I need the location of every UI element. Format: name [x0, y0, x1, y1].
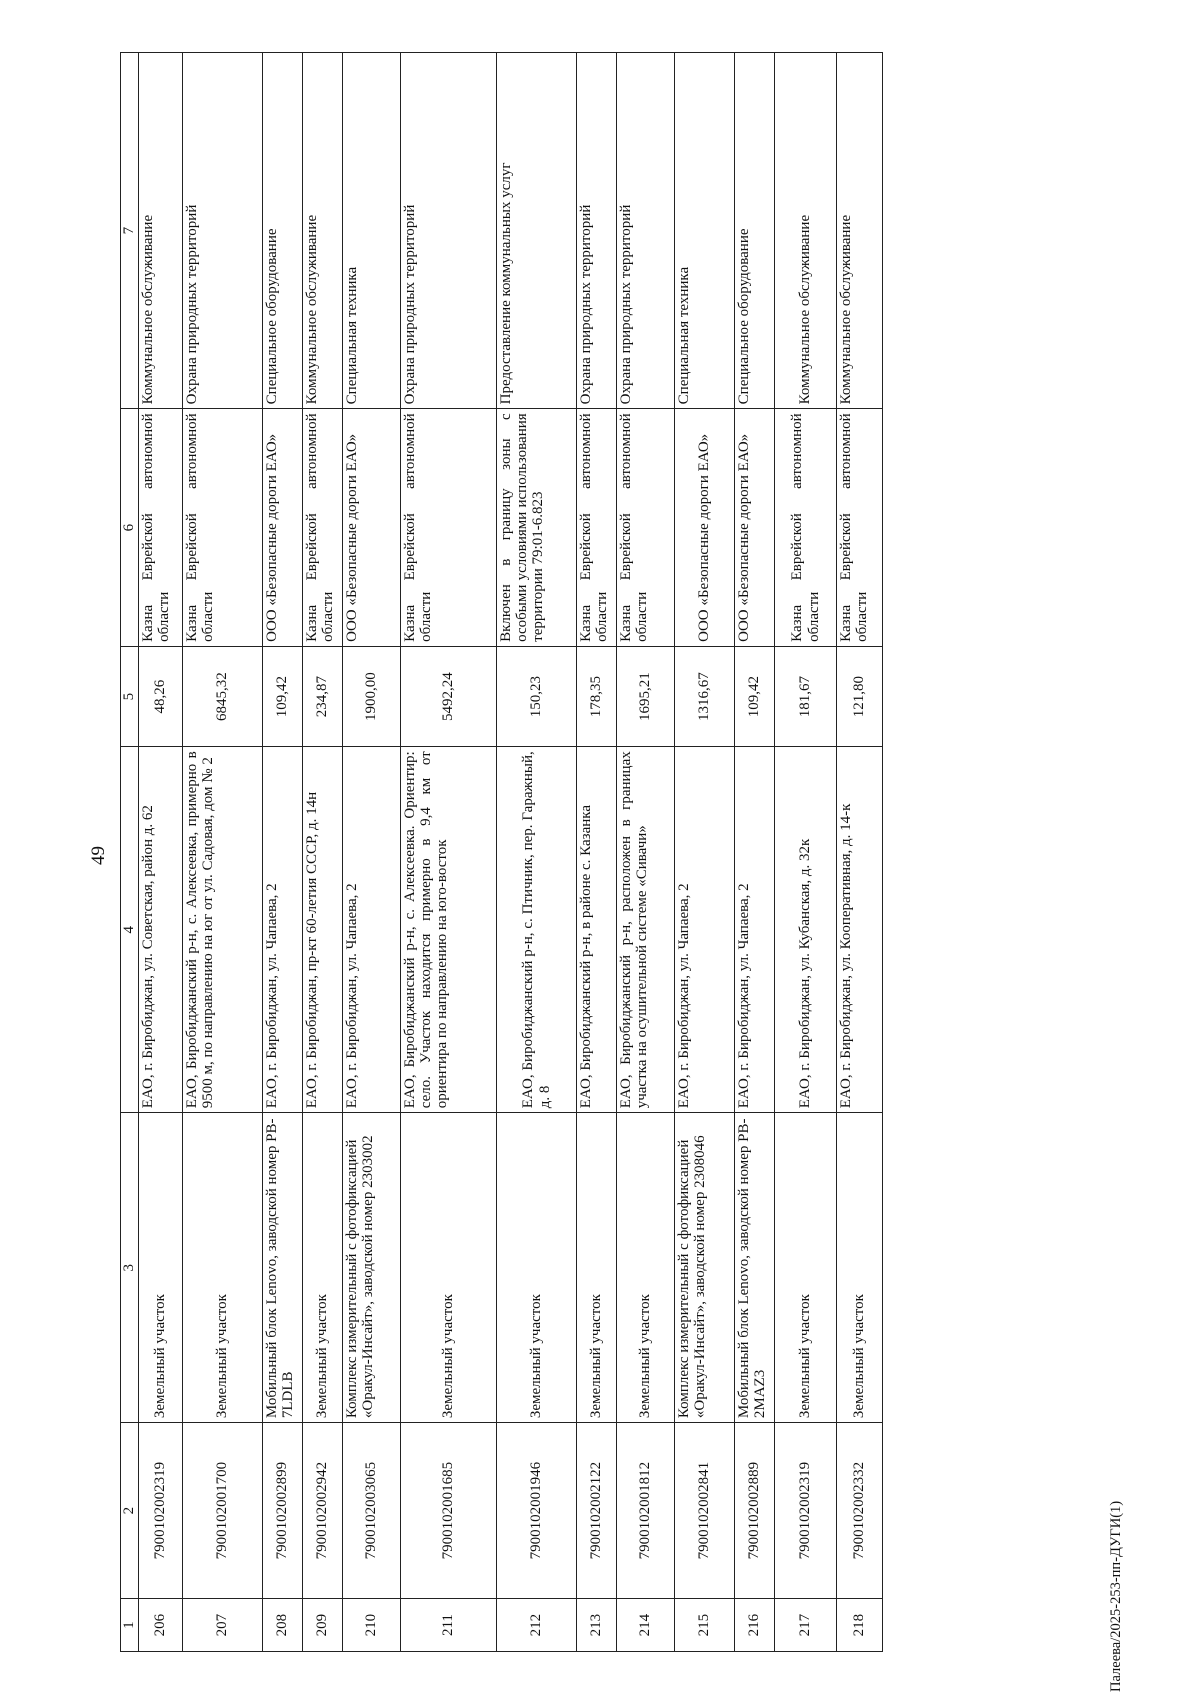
- address: ЕАО, г. Биробиджан, ул. Кооперативная, д. 14-к: [837, 747, 883, 1113]
- value: 6845,32: [183, 646, 263, 746]
- value: 1695,21: [617, 646, 675, 746]
- purpose: Охрана природных территорий: [183, 53, 263, 409]
- cadastral-number: 7900102002942: [303, 1423, 343, 1599]
- object-name: Земельный участок: [617, 1113, 675, 1423]
- address: ЕАО, г. Биробиджан, ул. Чапаева, 2: [343, 747, 401, 1113]
- table-row: [263, 53, 303, 1652]
- object-name: Мобильный блок Lenovo, заводской номер PB-2MAZ3: [735, 1113, 775, 1423]
- owner: Казна Еврейской автономной области: [775, 409, 837, 647]
- value: 181,67: [775, 646, 837, 746]
- purpose: Предоставление коммунальных услуг: [497, 53, 577, 409]
- table-row: [183, 53, 263, 1652]
- purpose: Коммунальное обслуживание: [837, 53, 883, 409]
- row-number: 215: [675, 1599, 735, 1652]
- address: ЕАО, Биробиджанский р-н, с. Алексеевка, примерно в 9500 м, по направлению на юг от ул. Садовая, дом № 2: [183, 747, 263, 1113]
- table-row: [401, 53, 497, 1652]
- cadastral-number: 7900102002319: [139, 1423, 183, 1599]
- row-number: 210: [343, 1599, 401, 1652]
- object-name: Земельный участок: [837, 1113, 883, 1423]
- value: 109,42: [263, 646, 303, 746]
- table-row: [139, 53, 183, 1652]
- purpose: Коммунальное обслуживание: [303, 53, 343, 409]
- owner: Казна Еврейской автономной области: [139, 409, 183, 647]
- column-header-6: 6: [121, 409, 139, 647]
- address: ЕАО, г. Биробиджан, ул. Чапаева, 2: [263, 747, 303, 1113]
- owner: ООО «Безопасные дороги ЕАО»: [675, 409, 735, 647]
- object-name: Земельный участок: [303, 1113, 343, 1423]
- address: ЕАО, г. Биробиджан, пр-кт 60-летия СССР, д. 14н: [303, 747, 343, 1113]
- row-number: 207: [183, 1599, 263, 1652]
- purpose: Охрана природных территорий: [577, 53, 617, 409]
- address: ЕАО, Биробиджанский р-н, с. Алексеевка. Ориентир: село. Участок находится примерно в 9,4 км от ориентира по направлению на юго-восток: [401, 747, 497, 1113]
- row-number: 217: [775, 1599, 837, 1652]
- purpose: Коммунальное обслуживание: [139, 53, 183, 409]
- value: 5492,24: [401, 646, 497, 746]
- owner: Казна Еврейской автономной области: [617, 409, 675, 647]
- column-header-1: 1: [121, 1599, 139, 1652]
- owner: Казна Еврейской автономной области: [303, 409, 343, 647]
- purpose: Специальная техника: [675, 53, 735, 409]
- row-number: 206: [139, 1599, 183, 1652]
- object-name: Земельный участок: [577, 1113, 617, 1423]
- column-header-7: 7: [121, 53, 139, 409]
- object-name: Комплекс измерительный с фотофиксацией «Оракул-Инсайт», заводской номер 2303002: [343, 1113, 401, 1423]
- owner: Казна Еврейской автономной области: [837, 409, 883, 647]
- row-number: 216: [735, 1599, 775, 1652]
- object-name: Мобильный блок Lenovo, заводской номер PB-7LDLB: [263, 1113, 303, 1423]
- purpose: Специальное оборудование: [735, 53, 775, 409]
- owner: Казна Еврейской автономной области: [401, 409, 497, 647]
- cadastral-number: 7900102001812: [617, 1423, 675, 1599]
- cadastral-number: 7900102002332: [837, 1423, 883, 1599]
- row-number: 209: [303, 1599, 343, 1652]
- row-number: 213: [577, 1599, 617, 1652]
- document-footer-code: Палеева/2025-253-пп-ДУГИ(1): [1108, 1500, 1124, 1692]
- address: ЕАО, г. Биробиджан, ул. Чапаева, 2: [735, 747, 775, 1113]
- table-row: [675, 53, 735, 1652]
- address: ЕАО, Биробиджанский р-н, с. Птичник, пер. Гаражный, д. 8: [497, 747, 577, 1113]
- row-number: 211: [401, 1599, 497, 1652]
- row-number: 208: [263, 1599, 303, 1652]
- purpose: Охрана природных территорий: [617, 53, 675, 409]
- value: 121,80: [837, 646, 883, 746]
- table-row: [617, 53, 675, 1652]
- column-header-5: 5: [121, 646, 139, 746]
- owner: ООО «Безопасные дороги ЕАО»: [343, 409, 401, 647]
- value: 48,26: [139, 646, 183, 746]
- value: 234,87: [303, 646, 343, 746]
- purpose: Специальная техника: [343, 53, 401, 409]
- cadastral-number: 7900102001700: [183, 1423, 263, 1599]
- value: 1316,67: [675, 646, 735, 746]
- cadastral-number: 7900102003065: [343, 1423, 401, 1599]
- address: ЕАО, Биробиджанский р-н, расположен в границах участка на осушительной системе «Сивачи»: [617, 747, 675, 1113]
- object-name: Земельный участок: [497, 1113, 577, 1423]
- column-header-3: 3: [121, 1113, 139, 1423]
- cadastral-number: 7900102002889: [735, 1423, 775, 1599]
- owner: ООО «Безопасные дороги ЕАО»: [263, 409, 303, 647]
- cadastral-number: 7900102001946: [497, 1423, 577, 1599]
- table-row: [577, 53, 617, 1652]
- page-number: 49: [88, 846, 109, 865]
- table-row: [775, 53, 837, 1652]
- object-name: Земельный участок: [139, 1113, 183, 1423]
- cadastral-number: 7900102002899: [263, 1423, 303, 1599]
- address: ЕАО, г. Биробиджан, ул. Кубанская, д. 32к: [775, 747, 837, 1113]
- purpose: Специальное оборудование: [263, 53, 303, 409]
- value: 178,35: [577, 646, 617, 746]
- address: ЕАО, Биробиджанский р-н, в районе с. Казанка: [577, 747, 617, 1113]
- object-name: Земельный участок: [775, 1113, 837, 1423]
- value: 150,23: [497, 646, 577, 746]
- owner: Казна Еврейской автономной области: [183, 409, 263, 647]
- owner: ООО «Безопасные дороги ЕАО»: [735, 409, 775, 647]
- cadastral-number: 7900102002841: [675, 1423, 735, 1599]
- owner: Включен в границу зоны с особыми условиями использования территории 79:01-6.823: [497, 409, 577, 647]
- row-number: 218: [837, 1599, 883, 1652]
- value: 109,42: [735, 646, 775, 746]
- address: ЕАО, г. Биробиджан, ул. Чапаева, 2: [675, 747, 735, 1113]
- table-header-row: [121, 53, 139, 1652]
- column-header-4: 4: [121, 747, 139, 1113]
- table-row: [735, 53, 775, 1652]
- value: 1900,00: [343, 646, 401, 746]
- table-row: [303, 53, 343, 1652]
- object-name: Комплекс измерительный с фотофиксацией «Оракул-Инсайт», заводской номер 2308046: [675, 1113, 735, 1423]
- table-row: [837, 53, 883, 1652]
- object-name: Земельный участок: [183, 1113, 263, 1423]
- row-number: 214: [617, 1599, 675, 1652]
- cadastral-number: 7900102002122: [577, 1423, 617, 1599]
- address: ЕАО, г. Биробиджан, ул. Советская, район д. 62: [139, 747, 183, 1113]
- column-header-2: 2: [121, 1423, 139, 1599]
- property-table: [120, 52, 883, 1652]
- object-name: Земельный участок: [401, 1113, 497, 1423]
- table-row: [497, 53, 577, 1652]
- row-number: 212: [497, 1599, 577, 1652]
- cadastral-number: 7900102001685: [401, 1423, 497, 1599]
- table-row: [343, 53, 401, 1652]
- owner: Казна Еврейской автономной области: [577, 409, 617, 647]
- purpose: Коммунальное обслуживание: [775, 53, 837, 409]
- purpose: Охрана природных территорий: [401, 53, 497, 409]
- cadastral-number: 7900102002319: [775, 1423, 837, 1599]
